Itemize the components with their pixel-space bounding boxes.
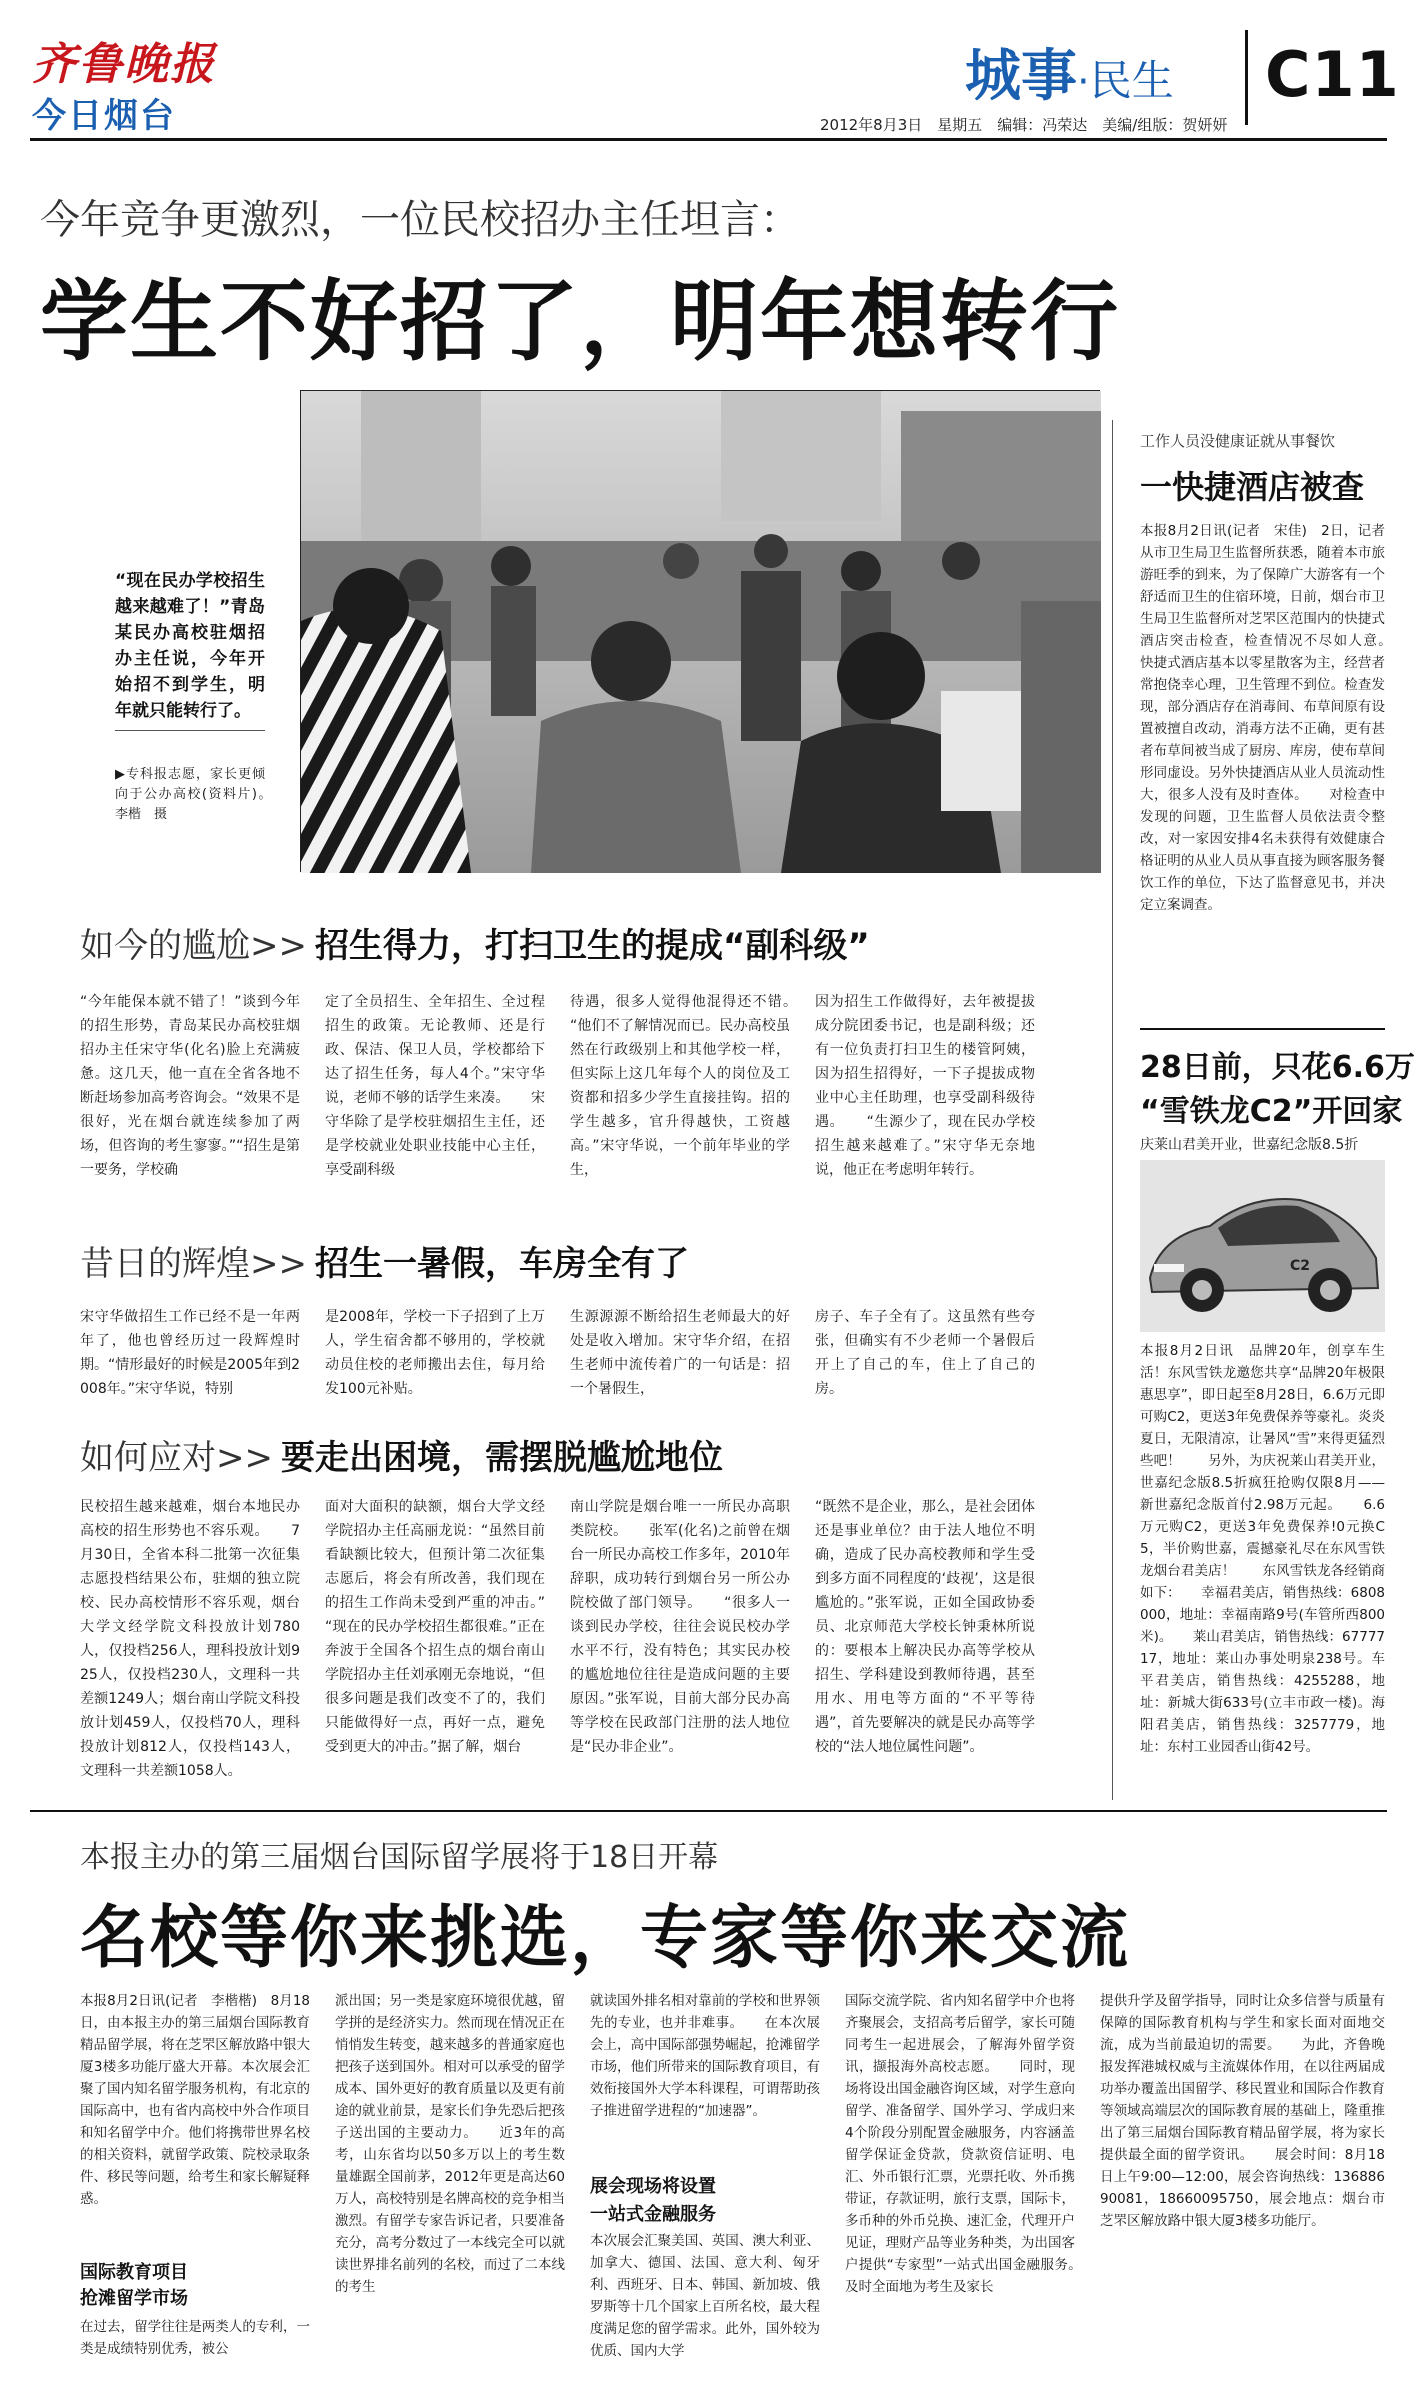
- edition-name: 今日烟台: [32, 96, 176, 136]
- car-badge: C2: [1290, 1258, 1311, 1274]
- photo-caption: ▶专科报志愿，家长更倾向于公办高校(资料片)。 李楷 摄: [115, 767, 279, 822]
- section-head-3: [80, 1430, 723, 1479]
- car-icon: [1140, 1160, 1385, 1332]
- section-lead-3: 如何应对>>: [80, 1438, 273, 1478]
- section-title: [965, 32, 1174, 112]
- second-col3b: 本次展会汇聚美国、英国、澳大利亚、加拿大、德国、法国、意大利、匈牙利、西班牙、日本、韩国、新加坡、俄罗斯等十几个国家上百所名校，最大程度满足您的留学需求。此外，国外较为优质、国内大学: [590, 2233, 820, 2359]
- sidebar-headline-2a: 28日前，只花6.6万: [1140, 1050, 1415, 1085]
- section-head-1: [80, 918, 870, 967]
- page-number: C11: [1265, 38, 1400, 111]
- second-col1b: 在过去，留学往往是两类人的专利，一类是成绩特别优秀，被公: [80, 2319, 310, 2357]
- section-lead-1: 如今的尴尬>>: [80, 926, 307, 966]
- section3-col1: 民校招生越来越难，烟台本地民办高校的招生形势也不容乐观。 7月30日，全省本科二批第一次征集志愿投档结果公布，驻烟的独立院校、民办高校情形不容乐观，烟台大学文经学院文科投放计划780人，仅投档256人，理科投放计划925人，仅投档230人，文理科一共差额1249人；烟台南山学院文科投放计划459人，仅投档70人，理科投放计划812人，仅投档143人，文理科一共差额1058人。: [80, 1499, 300, 1779]
- second-col5: 提供升学及留学指导，同时让众多信誉与质量有保障的国际教育机构与学生和家长面对面地交流，成为当前最迫切的需要。 为此，齐鲁晚报发挥港城权威与主流媒体作用，在以往两届成功举办覆盖出国留学、移民置业和国际合作教育等领域高端层次的国际教育展的基础上，隆重推出了第三届烟台国际教育精品留学展，将为家长提供最全面的留学资讯。 展会时间：8月18日上午9:00—12:00，展会咨询热线：13688690081，18660095750，展会地点：烟台市芝罘区解放路中银大厦3楼多功能厅。: [1100, 1993, 1385, 2229]
- masthead: [0, 0, 1417, 140]
- lead-kicker: 今年竞争更激烈，一位民校招办主任坦言：: [40, 197, 800, 243]
- section1-col2: 定了全员招生、全年招生、全过程招生的政策。无论教师、还是行政、保洁、保卫人员，学校都给下达了招生任务，每人4个。”宋守华说，老师不够的话学生来凑。 宋守华除了是学校驻烟招生主任，还是学校就业处职业技能中心主任，享受副科级: [325, 994, 545, 1178]
- section1-col3: 待遇，很多人觉得他混得还不错。 “他们不了解情况而已。民办高校虽然在行政级别上和其他学校一样，但实际上这几年每个人的岗位及工资都和招多少学生直接挂钩。招的学生越多，官升得越快，工资越高。”宋守华说，一个前年毕业的学生，: [570, 994, 818, 1178]
- caption-rule: [115, 730, 265, 731]
- crowd-photo-icon: [301, 391, 1101, 873]
- sidebar-body-1: 本报8月2日讯(记者 宋佳) 2日，记者从市卫生局卫生监督所获悉，随着本市旅游旺季的到来，为了保障广大游客有一个舒适而卫生的住宿环境，日前，烟台市卫生局卫生监督所对芝罘区范围内的快捷式酒店突击检查，检查情况不尽如人意。 快捷式酒店基本以零星散客为主，经营者常抱侥幸心理，卫生管理不到位。检查发现，部分酒店存在消毒间、布草间原有设置被擅自改动，消毒方法不正确，更有甚者布草间被当成了厨房、库房，使布草间形同虚设。另外快捷酒店从业人员流动性大，很多人没有及时查体。 对检查中发现的问题，卫生监督人员依法责令整改，对一家因安排4名未获得有效健康合格证明的从业人员从事直接为顾客服务餐饮工作的单位，下达了监督意见书，并决定立案调查。: [1140, 523, 1412, 913]
- car-photo: [1140, 1160, 1385, 1332]
- sidebar-headline-2b: “雪铁龙C2”开回家: [1140, 1094, 1403, 1129]
- section-sub: 民生: [1089, 56, 1174, 105]
- second-headline: 名校等你来挑选，专家等你来交流: [80, 1899, 1131, 1978]
- sidebar-rule: [1140, 1028, 1385, 1030]
- section-title-3: 要走出困境，需摆脱尴尬地位: [280, 1438, 723, 1478]
- sidebar-divider: [1112, 420, 1113, 1800]
- sidebar-subhead-2: 庆莱山君美开业，世嘉纪念版8.5折: [1140, 1137, 1359, 1153]
- masthead-rule: [30, 138, 1387, 141]
- second-col1: 本报8月2日讯(记者 李楷楷) 8月18日，由本报主办的第三届烟台国际教育精品留学展，将在芝罘区解放路中银大厦3楼多功能厅盛大开幕。本次展会汇聚了国内知名留学服务机构，有北京的国际高中，也有省内高校中外合作项目和知名留学中介。他们将携带世界名校的相关资料，就留学政策、院校录取条件、移民等问题，给考生和家长解疑释惑。: [80, 1993, 310, 2207]
- section-main: 城事: [965, 44, 1077, 109]
- paper-name: 齐鲁晚报: [32, 39, 216, 90]
- second-story-rule: [30, 1810, 1387, 1812]
- section2-col4: 房子、车子全有了。这虽然有些夸张，但确实有不少老师一个暑假后开上了自己的车，住上了自己的房。: [815, 1309, 1035, 1397]
- dateline: 2012年8月3日 星期五 编辑：冯荣达 美编/组版：贺妍妍: [820, 116, 1228, 134]
- section2-col1: 宋守华做招生工作已经不是一年两年了，他也曾经历过一段辉煌时期。“情形最好的时候是2005年到2008年。”宋守华说，特别: [80, 1309, 300, 1397]
- masthead-divider: [1245, 30, 1248, 125]
- second-col4: 国际交流学院、省内知名留学中介也将齐聚展会，支招高考后留学，家长可随同考生一起进展会，了解海外留学资讯，撷报海外高校志愿。 同时，现场将设出国金融咨询区域，对学生意向留学、准备留学、国外学习、学成归来4个阶段分别配置金融服务，内容涵盖留学保证金贷款，贷款资信证明、电汇、外币银行汇票，光票托收、外币携带证，存款证明，旅行支票，国际卡，多币种的外币兑换、速汇金，代理开户见证，理财产品等业务种类，为出国客户提供“专家型”一站式出国金融服务。 及时全面地为考生及家长: [845, 1993, 1102, 2295]
- section-title-2: 招生一暑假，车房全有了: [314, 1244, 689, 1284]
- pull-quote: “现在民办学校招生越来越难了！”青岛某民办高校驻烟招办主任说，今年开始招不到学生，明年就只能转行了。: [115, 571, 265, 721]
- second-subhead-2b: 一站式金融服务: [590, 2204, 716, 2225]
- lead-photo: [300, 390, 1100, 872]
- sidebar-body-2: 本报8月2日讯 品牌20年，创享车生活！东风雪铁龙邀您共享“品牌20年极限惠思享”，即日起至8月28日，6.6万元即可购C2，更送3年免费保养等豪礼。炎炎夏日，无限清凉，让暑风“雪”来得更猛烈些吧！ 另外，为庆祝莱山君美开业，世嘉纪念版8.5折疯狂抢购仅限8月——新世嘉纪念版首付2.98万元起。 6.6万元购C2，更送3年免费保养!0元换C5，半价购世嘉，震撼豪礼尽在东风雪铁龙烟台君美店！ 东风雪铁龙各经销商如下： 幸福君美店，销售热线：6808000，地址：幸福南路9号(车管所西800米)。 莱山君美店，销售热线：6777717，地址：莱山办事处明泉238号。车平君美店，销售热线：4255288，地址：新城大街633号(立丰市政一楼)。海阳君美店，销售热线：3257779，地址：东村工业园香山街42号。: [1140, 1343, 1385, 1755]
- section3-col4: “既然不是企业，那么，是社会团体还是事业单位？由于法人地位不明确，造成了民办高校教师和学生受到多方面不同程度的‘歧视’，这是很尴尬的。”张军说，正如全国政协委员、北京师范大学校长钟秉林所说的：要根本上解决民办高等学校从招生、学科建设到教师待遇，甚至用水、用电等方面的“不平等待遇”，首先要解决的就是民办高等学校的“法人地位属性问题”。: [815, 1499, 1035, 1755]
- sidebar-headline-1: 一快捷酒店被查: [1140, 468, 1365, 506]
- section-dot: ·: [1077, 59, 1090, 105]
- section1-col1: “今年能保本就不错了！”谈到今年的招生形势，青岛某民办高校驻烟招办主任宋守华(化名)脸上充满疲惫。这几天，他一直在全省各地不断赶场参加高考咨询会。“效果不是很好，光在烟台就连续参加了两场，但咨询的考生寥寥。”“招生是第一要务，学校确: [80, 994, 300, 1178]
- lead-headline: 学生不好招了，明年想转行: [40, 270, 1121, 373]
- section3-col3: 南山学院是烟台唯一一所民办高职类院校。 张军(化名)之前曾在烟台一所民办高校工作多年，2010年辞职，成功转行到烟台另一所公办院校做了部门领导。 “很多人一谈到民办学校，往往会说民校办学水平不行，没有特色；其实民办校的尴尬地位往往是造成问题的主要原因。”张军说，目前大部分民办高等学校在民政部门注册的法人地位是“民办非企业”。: [570, 1499, 790, 1755]
- second-kicker: 本报主办的第三届烟台国际留学展将于18日开幕: [80, 1840, 719, 1875]
- section2-col2: 是2008年，学校一下子招到了上万人，学生宿舍都不够用的，学校就动员住校的老师搬出去住，每月给发100元补贴。: [325, 1309, 545, 1397]
- section-lead-2: 昔日的辉煌>>: [80, 1244, 307, 1284]
- section-title-1: 招生得力，打扫卫生的提成“副科级”: [314, 926, 870, 966]
- section3-col2: 面对大面积的缺额，烟台大学文经学院招办主任高丽龙说：“虽然目前看缺额比较大，但预计第二次征集志愿后，将会有所改善，我们现在的招生工作尚未受到严重的冲击。” “现在的民办学校招生都很难。”正在奔波于全国各个招生点的烟台南山学院招办主任刘承刚无奈地说，“但很多问题是我们改变不了的，我们只能做得好一点，再好一点，避免受到更大的冲击。”据了解，烟台: [325, 1499, 573, 1755]
- second-col2: 派出国；另一类是家庭环境很优越，留学拼的是经济实力。然而现在情况正在悄悄发生转变，越来越多的普通家庭也把孩子送到国外。相对可以承受的留学成本、国外更好的教育质量以及更有前途的就业前景，是家长们争先恐后把孩子送出国的主要动力。 近3年的高考，山东省均以50多万以上的考生数量雄踞全国前茅，2012年更是高达60万人，高校特别是名牌高校的竞争相当激烈。有留学专家告诉记者，只要准备充分，高考分数过了一本线完全可以就读世界排名前列的名校，而过了二本线的考生: [335, 1993, 565, 2295]
- second-col3: 就读国外排名相对靠前的学校和世界领先的专业，也并非难事。 在本次展会上，高中国际部强势崛起，抢滩留学市场，他们所带来的国际教育项目，有效衔接国外大学本科课程，可谓帮助孩子推进留学进程的“加速器”。: [590, 1993, 820, 2119]
- second-subhead-1b: 抢滩留学市场: [80, 2288, 188, 2309]
- second-subhead-1: 国际教育项目: [80, 2262, 188, 2283]
- section1-col4: 因为招生工作做得好，去年被提拔成分院团委书记，也是副科级；还有一位负责打扫卫生的楼管阿姨，因为招生招得好，一下子提拔成物业中心主任助理，也享受副科级待遇。 “生源少了，现在民办学校招生越来越难了。”宋守华无奈地说，他正在考虑明年转行。: [815, 994, 1035, 1178]
- second-subhead-2: 展会现场将设置: [590, 2176, 716, 2197]
- section-head-2: [80, 1236, 689, 1285]
- sidebar-kicker-1: 工作人员没健康证就从事餐饮: [1140, 432, 1336, 450]
- section2-col3: 生源源源不断给招生老师最大的好处是收入增加。宋守华介绍，在招生老师中流传着广的一句话是：招一个暑假生，: [570, 1309, 790, 1397]
